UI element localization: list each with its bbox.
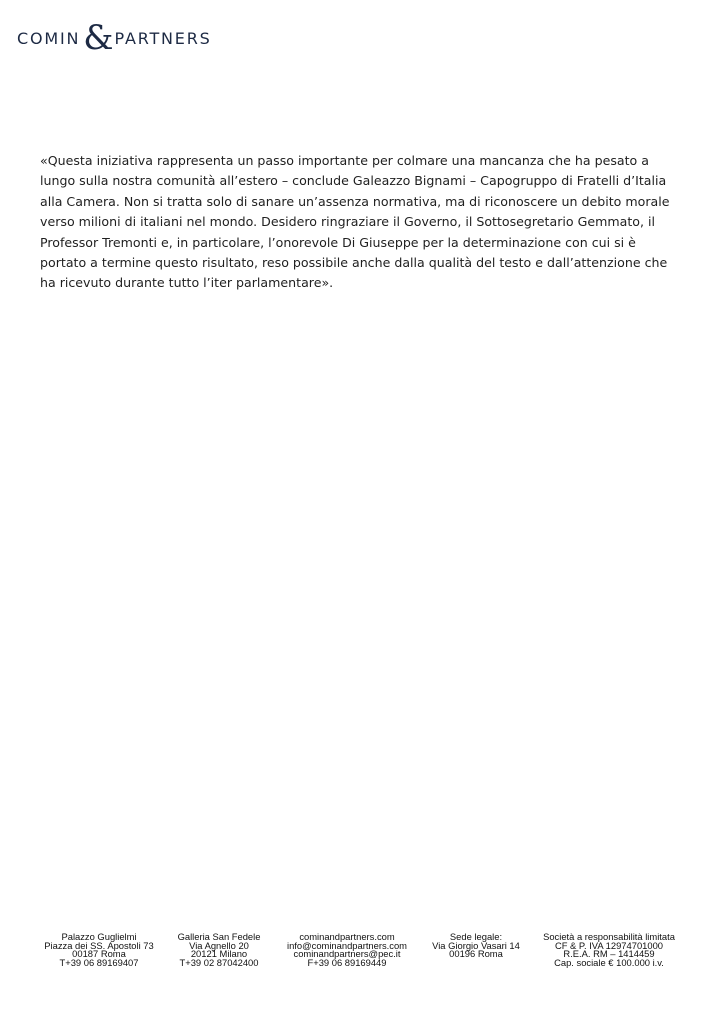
email-link[interactable]: info@cominandpartners.com [287, 939, 407, 951]
company-vat: CF & P. IVA 12974701000 [554, 939, 664, 951]
quote-line-1: «Questa iniziativa rappresenta un passo importante per colmare una mancanza che ha pesato a [40, 153, 649, 168]
quote-line-4: verso milioni di italiani nel mondo. Desidero ringraziare il Governo, il Sottosegretario Gemmato, il [40, 214, 656, 230]
quote-line-5: Professor Tremonti e, in particolare, l’onorevole Di Giuseppe per la determinazione con cui si è [40, 234, 636, 250]
rome-office-phone: T+39 06 89169407 [59, 956, 139, 968]
legal-seat-city: 00196 Roma [449, 948, 503, 960]
quote-line-7: ha ricevuto durante tutto l’iter parlamentare». [40, 275, 334, 291]
pec-email-link[interactable]: cominandpartners@pec.it [293, 948, 401, 960]
rome-office-building: Palazzo Guglielmi [61, 931, 137, 942]
quote-line-2: lungo sulla nostra comunità all’estero – conclude Galeazzo Bignami – Capogruppo di Fratelli d’Italia [40, 173, 667, 189]
press-quote [40, 151, 680, 294]
company-capital: Cap. sociale € 100.000 i.v. [554, 956, 664, 968]
footer-company-info [543, 933, 675, 967]
company-type: Società a responsabilità limitata [543, 931, 675, 942]
website-link[interactable]: cominandpartners.com [299, 931, 395, 942]
footer-contacts [287, 933, 407, 967]
page-footer [0, 933, 708, 973]
fax-number: F+39 06 89169449 [307, 956, 387, 968]
logo-ampersand: & [83, 18, 114, 58]
footer-legal-seat [432, 933, 520, 959]
footer-milan-office [178, 933, 261, 967]
milan-office-city: 20121 Milano [190, 948, 248, 960]
milan-office-street: Via Agnello 20 [189, 939, 249, 951]
legal-seat-label: Sede legale: [449, 931, 503, 942]
quote-line-6: portato a termine questo risultato, reso possibile anche dalla qualità del testo e dall’attenzione che [40, 255, 668, 271]
rome-office-street: Piazza dei SS. Apostoli 73 [44, 939, 154, 951]
company-logo [17, 18, 212, 58]
milan-office-building: Galleria San Fedele [177, 931, 261, 942]
legal-seat-street: Via Giorgio Vasari 14 [432, 939, 520, 951]
footer-rome-office [44, 933, 153, 967]
quote-line-3: alla Camera. Non si tratta solo di sanare un’assenza normativa, ma di riconoscere un debito morale [40, 193, 670, 209]
logo-word-comin: COMIN [17, 29, 81, 48]
company-rea: R.E.A. RM – 1414459 [563, 948, 655, 960]
milan-office-phone: T+39 02 87042400 [179, 956, 259, 968]
rome-office-city: 00187 Roma [72, 948, 126, 960]
logo-word-partners: PARTNERS [114, 29, 212, 48]
